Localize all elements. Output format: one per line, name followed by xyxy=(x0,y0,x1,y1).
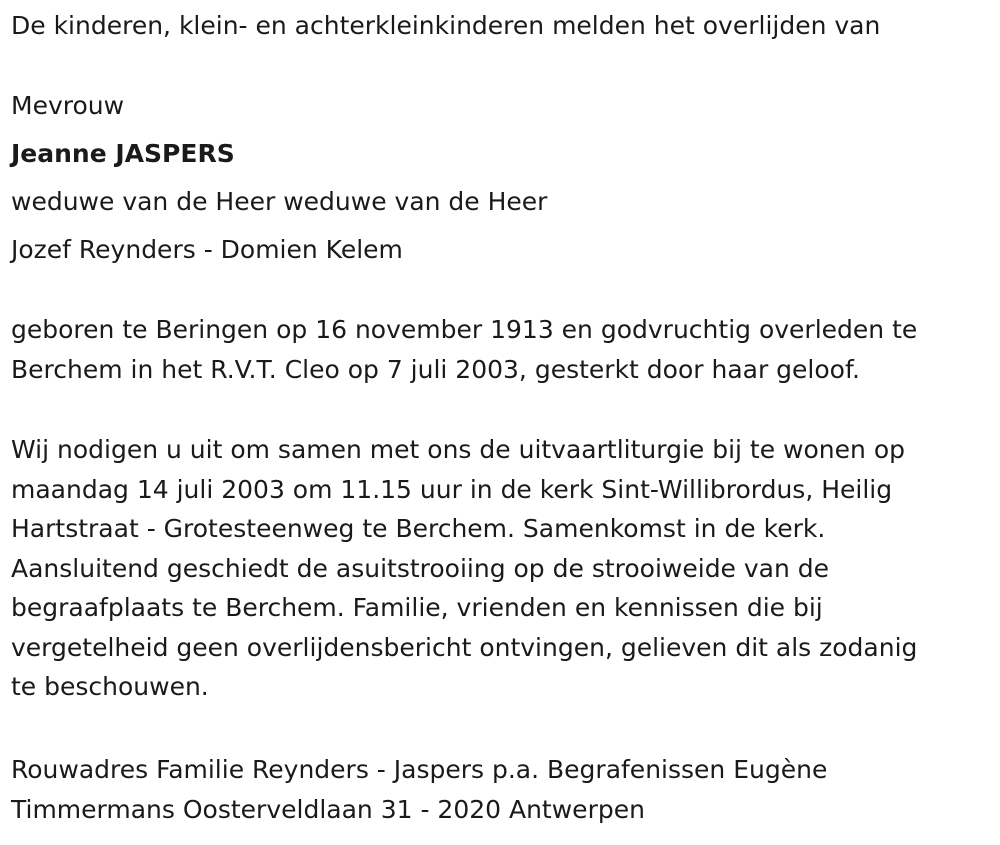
deceased-name: Jeanne JASPERS xyxy=(11,139,235,168)
honorific-title: Mevrouw xyxy=(11,91,125,120)
paragraph-line: Hartstraat - Grotesteenweg te Berchem. Samenkomst in de kerk. xyxy=(11,514,826,543)
paragraph-line: begraafplaats te Berchem. Familie, vrienden en kennissen die bij xyxy=(11,593,823,622)
paragraph-line: geboren te Beringen op 16 november 1913 en godvruchtig overleden te xyxy=(11,315,918,344)
widow-of-line: weduwe van de Heer weduwe van de Heer xyxy=(11,187,548,216)
paragraph-line: Berchem in het R.V.T. Cleo op 7 juli 2003, gesterkt door haar geloof. xyxy=(11,354,860,384)
paragraph-line: vergetelheid geen overlijdensbericht ontvingen, gelieven dit als zodanig xyxy=(11,632,918,662)
paragraph-line: Rouwadres Familie Reynders - Jaspers p.a. Begrafenissen Eugène xyxy=(11,755,828,784)
intro-text: De kinderen, klein- en achterkleinkinderen melden het overlijden van xyxy=(11,11,881,40)
paragraph-line: Wij nodigen u uit om samen met ons de uitvaartliturgie bij te wonen op xyxy=(11,435,905,464)
funeral-invitation-paragraph xyxy=(11,430,986,707)
mourning-address-paragraph xyxy=(11,750,986,829)
paragraph-line: Timmermans Oosterveldlaan 31 - 2020 Antwerpen xyxy=(11,794,645,824)
paragraph-line: te beschouwen. xyxy=(11,672,209,701)
birth-death-paragraph xyxy=(11,310,986,389)
paragraph-line: maandag 14 juli 2003 om 11.15 uur in de kerk Sint-Willibrordus, Heilig xyxy=(11,474,893,504)
paragraph-line: Aansluitend geschiedt de asuitstrooiing op de strooiweide van de xyxy=(11,553,830,583)
husbands-names: Jozef Reynders - Domien Kelem xyxy=(11,235,403,264)
